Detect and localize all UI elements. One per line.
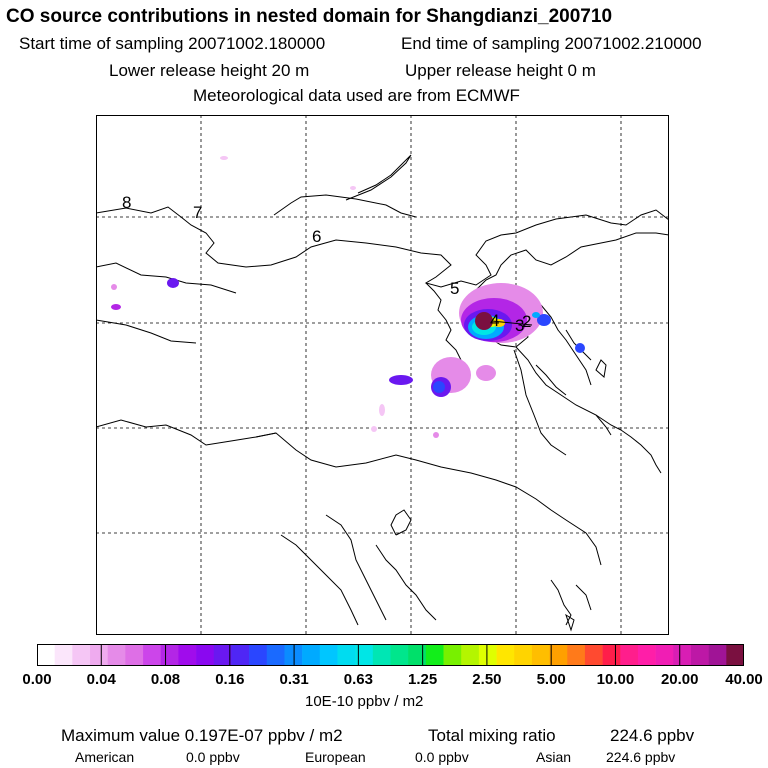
colorbar-cell — [550, 644, 568, 666]
plume-patch — [379, 404, 385, 416]
colorbar-cell — [302, 644, 320, 666]
colorbar-cell — [673, 644, 691, 666]
region-label: 5 — [450, 279, 460, 298]
start-time-label: Start time of sampling 20071002.180000 — [19, 34, 326, 53]
region-label: 7 — [193, 203, 203, 222]
colorbar-tick-label: 2.50 — [472, 671, 502, 688]
region-label: 8 — [122, 193, 132, 212]
european-label: European — [305, 749, 366, 765]
colorbar-cell — [638, 644, 656, 666]
asian-value: 224.6 ppbv — [606, 749, 676, 765]
colorbar-tick-label: 20.00 — [660, 671, 699, 688]
map-border — [97, 116, 669, 635]
colorbar-cell — [267, 644, 285, 666]
colorbar-cell — [108, 644, 126, 666]
colorbar-cell — [391, 644, 409, 666]
colorbar-cell — [603, 644, 621, 666]
colorbar-cell — [125, 644, 143, 666]
map-panel — [96, 115, 669, 635]
plume-patch — [167, 278, 179, 288]
colorbar-cell — [72, 644, 90, 666]
max-value-label: Maximum value 0.197E-07 ppbv / m2 — [61, 726, 343, 745]
colorbar-cell — [461, 644, 479, 666]
region-label: 4 — [490, 311, 500, 330]
colorbar-cell — [585, 644, 603, 666]
plume-patch — [350, 186, 356, 190]
lower-release-label: Lower release height 20 m — [109, 61, 310, 80]
plume-patch — [389, 375, 413, 385]
colorbar-cell — [444, 644, 462, 666]
colorbar-cell — [726, 644, 744, 666]
colorbar-cell — [284, 644, 302, 666]
asian-label: Asian — [536, 749, 572, 765]
colorbar-cell — [55, 644, 73, 666]
colorbar-cell — [90, 644, 108, 666]
colorbar-cell — [214, 644, 232, 666]
colorbar-cell — [249, 644, 267, 666]
colorbar-cell — [479, 644, 497, 666]
colorbar-tick-labels — [22, 671, 763, 689]
region-label: 6 — [312, 227, 322, 246]
colorbar-cell — [320, 644, 338, 666]
colorbar-cell — [178, 644, 196, 666]
colorbar-cell — [231, 644, 249, 666]
end-time-label: End time of sampling 20071002.210000 — [401, 34, 702, 53]
american-value: 0.0 ppbv — [186, 749, 240, 765]
colorbar-tick-label: 0.16 — [215, 671, 245, 688]
colorbar-cell — [373, 644, 391, 666]
region-label: 2 — [522, 312, 532, 331]
colorbar-cell — [497, 644, 515, 666]
plume-patch — [532, 312, 540, 318]
colorbar-tick-label: 1.25 — [408, 671, 438, 688]
upper-release-label: Upper release height 0 m — [405, 61, 596, 80]
colorbar-cell — [426, 644, 444, 666]
region-label: 3 — [515, 316, 525, 335]
met-data-label: Meteorological data used are from ECMWF — [193, 86, 520, 105]
colorbar-cell — [337, 644, 355, 666]
colorbar-tick-label: 40.00 — [725, 671, 763, 688]
colorbar-cell — [691, 644, 709, 666]
plume-patch — [111, 304, 121, 310]
plume-patch — [433, 381, 445, 393]
colorbar-tick-label: 0.31 — [279, 671, 309, 688]
colorbar-cell — [620, 644, 638, 666]
colorbar-cell — [567, 644, 585, 666]
colorbar-cell — [656, 644, 674, 666]
colorbar-tick-label: 10.00 — [596, 671, 635, 688]
american-label: American — [75, 749, 135, 765]
plume-patch — [220, 156, 228, 160]
colorbar-unit: 10E-10 ppbv / m2 — [305, 693, 424, 710]
colorbar-cell — [37, 644, 55, 666]
colorbar-tick-label: 0.04 — [86, 671, 116, 688]
colorbar-cell — [355, 644, 373, 666]
colorbar-tick-label: 0.08 — [150, 671, 181, 688]
plume-patch — [371, 426, 377, 432]
colorbar-cell — [196, 644, 214, 666]
european-value: 0.0 ppbv — [415, 749, 469, 765]
colorbar-cell — [408, 644, 426, 666]
plume-patch — [433, 432, 439, 438]
colorbar-cells — [37, 644, 744, 666]
plume-patch — [575, 343, 585, 353]
colorbar-cell — [161, 644, 179, 666]
colorbar-tick-label: 5.00 — [536, 671, 566, 688]
plume-patch — [476, 365, 496, 381]
colorbar-cell — [143, 644, 161, 666]
total-mixing-label: Total mixing ratio — [428, 726, 556, 745]
colorbar-tick-label: 0.00 — [22, 671, 52, 688]
total-mixing-value: 224.6 ppbv — [610, 726, 695, 745]
colorbar-cell — [709, 644, 727, 666]
colorbar-cell — [514, 644, 532, 666]
colorbar-tick-label: 0.63 — [343, 671, 373, 688]
colorbar — [37, 644, 744, 666]
chart-title: CO source contributions in nested domain for Shangdianzi_200710 — [6, 6, 613, 27]
colorbar-cell — [532, 644, 550, 666]
plume-patch — [111, 284, 117, 290]
